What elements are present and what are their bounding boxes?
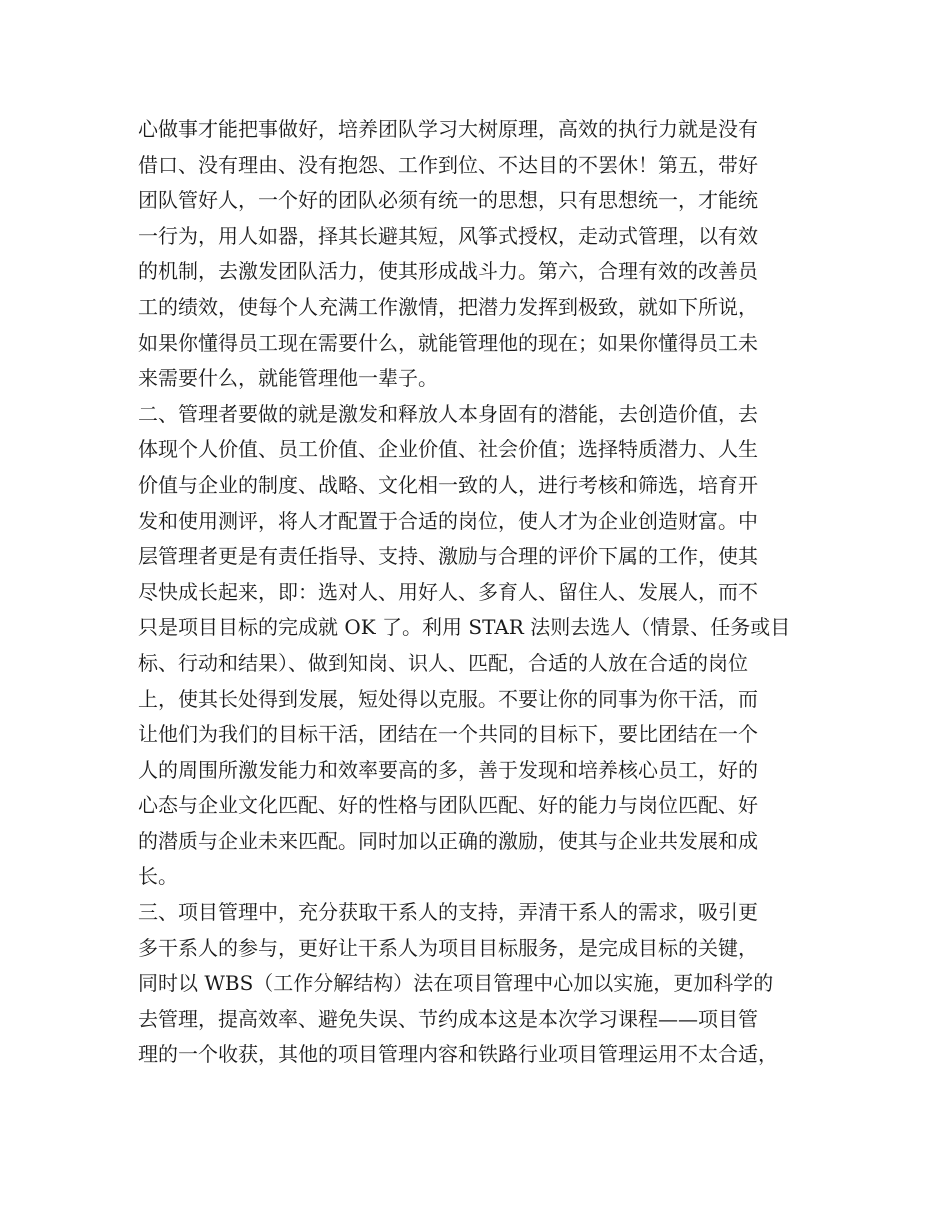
text-line: 长。	[138, 864, 178, 889]
text-line: 借口、没有理由、没有抱怨、工作到位、不达目的不罢休！第五，带好	[138, 152, 758, 177]
text-line: 体现个人价值、员工价值、企业价值、社会价值；选择特质潜力、人生	[138, 437, 758, 462]
text-line: 人的周围所激发能力和效率要高的多，善于发现和培养核心员工，好的	[138, 757, 758, 782]
text-line: 理的一个收获，其他的项目管理内容和铁路行业项目管理运用不太合适，	[138, 1042, 778, 1067]
text-line: 同时以 WBS（工作分解结构）法在项目管理中心加以实施，更加科学的	[138, 971, 774, 996]
text-line: 尽快成长起来，即：选对人、用好人、多育人、留住人、发展人，而不	[138, 579, 758, 604]
text-line: 层管理者更是有责任指导、支持、激励与合理的评价下属的工作，使其	[138, 544, 758, 569]
text-line: 的机制，去激发团队活力，使其形成战斗力。第六，合理有效的改善员	[138, 259, 758, 284]
text-line: 三、项目管理中，充分获取干系人的支持，弄清干系人的需求，吸引更	[138, 900, 758, 925]
text-line: 价值与企业的制度、战略、文化相一致的人，进行考核和筛选，培育开	[138, 472, 758, 497]
text-line: 心做事才能把事做好，培养团队学习大树原理，高效的执行力就是没有	[138, 117, 758, 141]
text-line: 只是项目目标的完成就 OK 了。利用 STAR 法则去选人（情景、任务或目	[138, 615, 791, 640]
text-line: 来需要什么，就能管理他一辈子。	[138, 366, 438, 391]
text-line: 发和使用测评，将人才配置于合适的岗位，使人才为企业创造财富。中	[138, 508, 758, 533]
text-line: 标、行动和结果）、做到知岗、识人、匹配，合适的人放在合适的岗位	[138, 650, 748, 675]
text-line: 上，使其长处得到发展，短处得以克服。不要让你的同事为你干活，而	[138, 686, 758, 711]
text-line: 让他们为我们的目标干活，团结在一个共同的目标下，要比团结在一个	[138, 722, 758, 747]
text-line: 的潜质与企业未来匹配。同时加以正确的激励，使其与企业共发展和成	[138, 828, 758, 853]
text-line: 工的绩效，使每个人充满工作激情，把潜力发挥到极致，就如下所说，	[138, 294, 758, 319]
text-line: 心态与企业文化匹配、好的性格与团队匹配、好的能力与岗位匹配、好	[138, 793, 758, 818]
text-line: 二、管理者要做的就是激发和释放人本身固有的潜能，去创造价值，去	[138, 401, 758, 426]
text-line: 多干系人的参与，更好让干系人为项目目标服务，是完成目标的关键，	[138, 935, 758, 960]
text-line: 一行为，用人如器，择其长避其短，风筝式授权，走动式管理，以有效	[138, 223, 758, 248]
text-line: 去管理，提高效率、避免失误、节约成本这是本次学习课程——项目管	[138, 1006, 758, 1031]
document-body	[138, 112, 814, 1073]
text-line: 团队管好人，一个好的团队必须有统一的思想，只有思想统一，才能统	[138, 188, 758, 213]
text-line: 如果你懂得员工现在需要什么，就能管理他的现在；如果你懂得员工未	[138, 330, 758, 355]
